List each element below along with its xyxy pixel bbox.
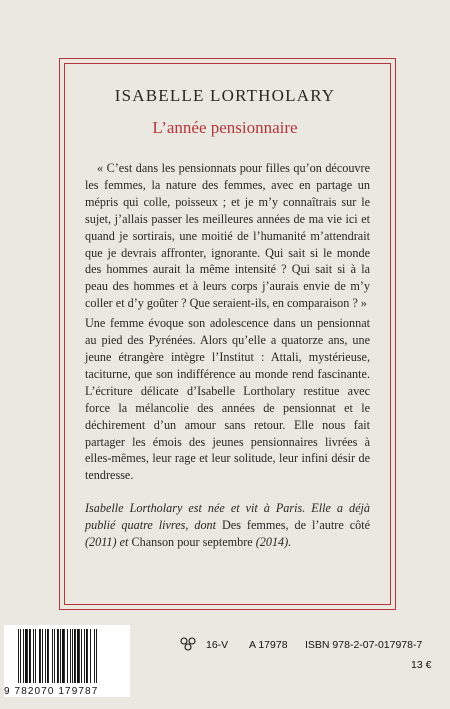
book-title: L’année pensionnaire — [152, 118, 298, 137]
publisher-meta — [178, 636, 444, 656]
blurb — [85, 160, 370, 551]
author-name: ISABELLE LORTHOLARY — [114, 86, 336, 105]
barcode-icon — [18, 629, 122, 683]
blurb-quote: « C’est dans les pensionnats pour filles qu’on découvre les femmes, la nature des femmes, avec en partage un mépris qui colle, poisseux ; et je m’y connaîtrais sur le sujet, j’allais passer les meilleures années de ma vie ici et quand je sortirais, une moitié de l’humanité m’attendrait que je devrais affronter, ignorante. Qui sait si le monde des hommes aurait la même intensité ? Qui sait si à la peau des hommes et à leurs corps j’aurais envie de m’y coller et d’y goûter ? Que seraient-ils, en comparaison ? » — [85, 161, 370, 311]
barcode-number: 9 782070 179787 — [4, 686, 99, 697]
reference-number: A 17978 — [249, 639, 288, 651]
blurb-summary: Une femme évoque son adolescence dans un pensionnat au pied des Pyrénées. Alors qu’elle a quatorze ans, une jeune étrangère intègre l’Institut : Attali, mystérieuse, taciturne, que son indifférence au monde rend fascinante. L’écriture délicate d’Isabelle Lortholary restitue avec force la mélancolie des années de pensionnat et le déchirement d’un amour sans retour. Elle nous fait partager les émois des jeunes pensionnaires livrées à elles-mêmes, leur rage et leur solitude, leur infini désir de tendresse. — [85, 316, 370, 483]
author-bio: Isabelle Lortholary est née et vit à Paris. Elle a déjà publié quatre livres, dont Des femmes, de l’autre côté (2011) et Chanson pour septembre (2014). — [85, 501, 371, 550]
bio-book-1: Des femmes, de l’autre côté — [222, 518, 371, 533]
collection-code: 16-V — [206, 639, 229, 651]
bio-book-2: Chanson pour septembre — [131, 535, 253, 550]
publisher-logo-icon — [178, 636, 198, 652]
isbn: ISBN 978-2-07-017978-7 — [305, 639, 423, 651]
price: 13 € — [411, 659, 432, 671]
